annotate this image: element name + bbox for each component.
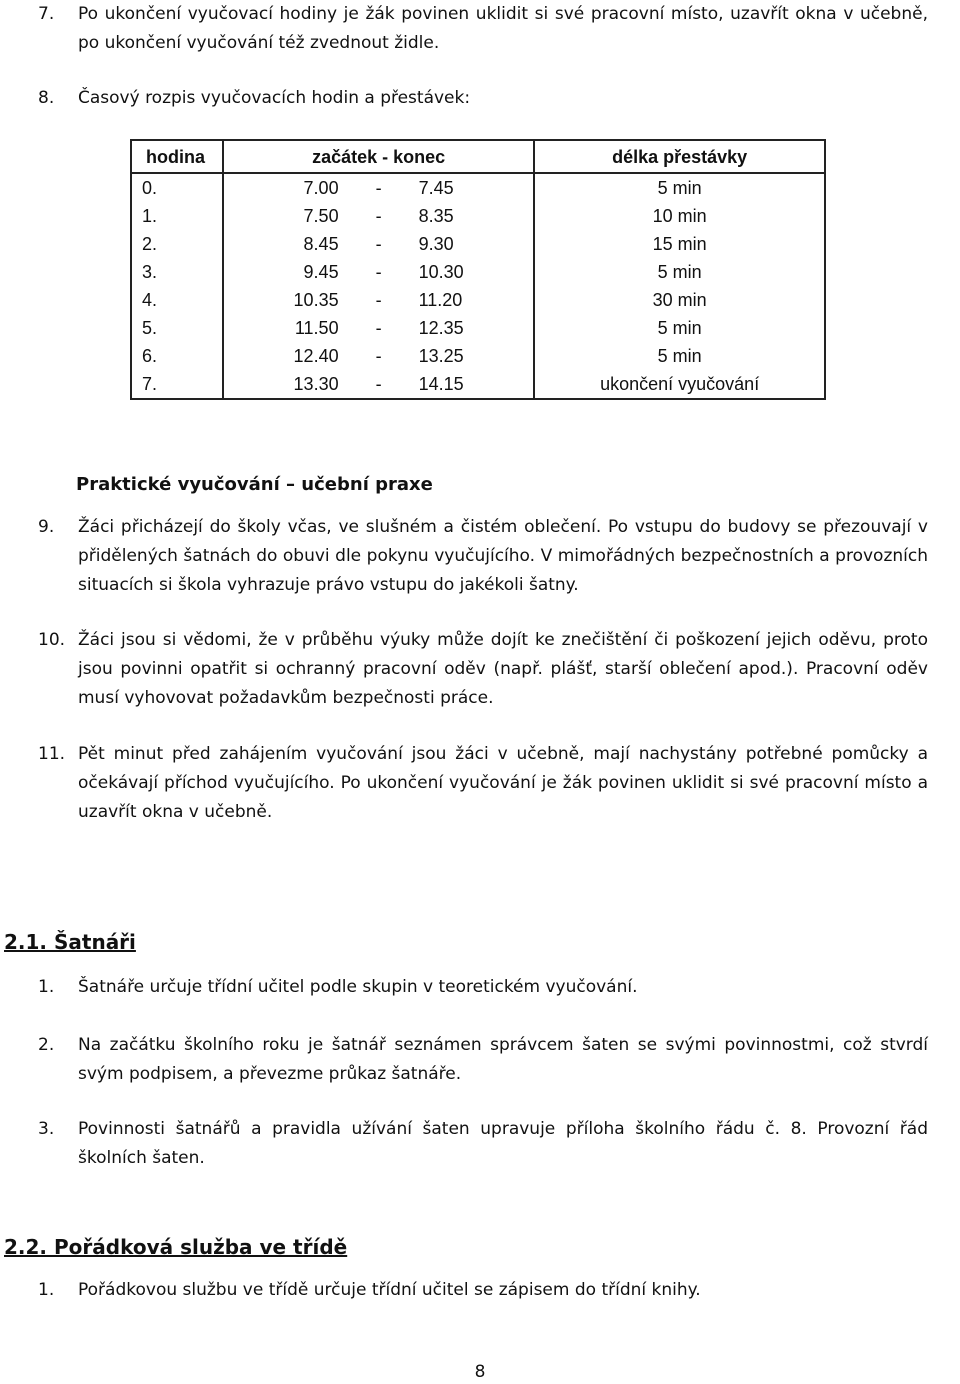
- hour-cell: 7.: [131, 370, 223, 399]
- time-cell: [223, 258, 534, 286]
- table-header-row: [131, 140, 825, 173]
- table-row: [131, 342, 825, 370]
- item-number: 7.: [38, 4, 55, 24]
- time-dash: -: [375, 374, 382, 394]
- time-cell: [223, 202, 534, 230]
- time-cell: [223, 230, 534, 258]
- item-number: 1.: [38, 1280, 55, 1300]
- time-cell: [223, 173, 534, 202]
- end-time: 9.30: [418, 234, 454, 254]
- item-number: 3.: [38, 1119, 55, 1139]
- break-cell: 30 min: [534, 286, 825, 314]
- start-time: 8.45: [303, 234, 339, 254]
- end-time: 8.35: [418, 206, 454, 226]
- start-time: 11.50: [294, 318, 339, 338]
- item-number: 10.: [38, 630, 66, 650]
- end-time: 10.30: [418, 262, 464, 282]
- list-item-11: [38, 740, 928, 827]
- start-time: 7.50: [303, 206, 339, 226]
- break-cell: 5 min: [534, 173, 825, 202]
- item-number: 8.: [38, 88, 55, 108]
- item-text: Po ukončení vyučovací hodiny je žák povinen uklidit si své pracovní místo, uzavřít okna v učebně, po ukončení vyučování též zvednout židle.: [78, 4, 928, 53]
- list-item: [38, 973, 928, 1002]
- time-dash: -: [375, 346, 382, 366]
- hour-cell: 4.: [131, 286, 223, 314]
- table-row: [131, 370, 825, 399]
- item-text: Časový rozpis vyučovacích hodin a přestávek:: [78, 88, 471, 108]
- time-cell: [223, 342, 534, 370]
- break-cell: 5 min: [534, 342, 825, 370]
- end-time: 14.15: [418, 374, 464, 394]
- schedule-table: [130, 139, 826, 400]
- column-header-hour: hodina: [131, 140, 223, 173]
- item-text: Pořádkovou službu ve třídě určuje třídní učitel se zápisem do třídní knihy.: [78, 1280, 701, 1300]
- break-cell: 15 min: [534, 230, 825, 258]
- start-time: 9.45: [303, 262, 339, 282]
- time-dash: -: [375, 234, 382, 254]
- start-time: 10.35: [293, 290, 339, 310]
- table-row: [131, 286, 825, 314]
- end-time: 7.45: [418, 178, 454, 198]
- time-dash: -: [375, 178, 382, 198]
- break-cell: 10 min: [534, 202, 825, 230]
- time-cell: [223, 286, 534, 314]
- item-number: 2.: [38, 1035, 55, 1055]
- break-cell: 5 min: [534, 258, 825, 286]
- hour-cell: 0.: [131, 173, 223, 202]
- list-item-10: [38, 626, 928, 713]
- section-heading-practical: Praktické vyučování – učební praxe: [76, 474, 433, 495]
- table-row: [131, 314, 825, 342]
- start-time: 13.30: [293, 374, 339, 394]
- table-row: [131, 230, 825, 258]
- item-text: Šatnáře určuje třídní učitel podle skupin v teoretickém vyučování.: [78, 977, 638, 997]
- end-time: 11.20: [418, 290, 463, 310]
- list-item-7: [38, 0, 928, 58]
- end-time: 12.35: [418, 318, 464, 338]
- column-header-time: začátek - konec: [223, 140, 534, 173]
- item-text: Povinnosti šatnářů a pravidla užívání šaten upravuje příloha školního řádu č. 8. Provozní řád školních šaten.: [78, 1119, 928, 1168]
- time-dash: -: [375, 290, 382, 310]
- list-item: [38, 1276, 928, 1305]
- start-time: 12.40: [293, 346, 339, 366]
- item-text: Žáci jsou si vědomi, že v průběhu výuky může dojít ke znečištění či poškození jejich oděvu, proto jsou povinni opatřit si ochranný pracovní oděv (např. plášť, starší oblečení apod.). Pracovní oděv musí vyhovovat požadavkům bezpečnosti práce.: [78, 630, 928, 708]
- time-cell: [223, 314, 534, 342]
- hour-cell: 5.: [131, 314, 223, 342]
- list-item: [38, 1031, 928, 1089]
- table-row: [131, 173, 825, 202]
- list-item-8: [38, 84, 928, 113]
- item-number: 1.: [38, 977, 55, 997]
- end-time: 13.25: [418, 346, 464, 366]
- item-number: 11.: [38, 744, 66, 764]
- hour-cell: 3.: [131, 258, 223, 286]
- item-number: 9.: [38, 517, 55, 537]
- hour-cell: 6.: [131, 342, 223, 370]
- time-dash: -: [375, 206, 382, 226]
- hour-cell: 2.: [131, 230, 223, 258]
- time-cell: [223, 370, 534, 399]
- page-number: 8: [474, 1362, 486, 1382]
- hour-cell: 1.: [131, 202, 223, 230]
- time-dash: -: [375, 262, 382, 282]
- item-text: Pět minut před zahájením vyučování jsou žáci v učebně, mají nachystány potřebné pomůcky a očekávají příchod vyučujícího. Po ukončení vyučování je žák povinen uklidit si své pracovní místo a uzavřít okna v učebně.: [78, 744, 928, 822]
- break-cell: ukončení vyučování: [534, 370, 825, 399]
- break-cell: 5 min: [534, 314, 825, 342]
- item-text: Na začátku školního roku je šatnář seznámen správcem šaten se svými povinnostmi, což stvrdí svým podpisem, a převezme průkaz šatnáře.: [78, 1035, 928, 1084]
- table-row: [131, 202, 825, 230]
- item-text: Žáci přicházejí do školy včas, ve slušném a čistém oblečení. Po vstupu do budovy se přezouvají v přidělených šatnách do obuvi dle pokynu vyučujícího. V mimořádných bezpečnostních a provozních situacích si škola vyhrazuje právo vstupu do jakékoli šatny.: [78, 517, 928, 595]
- column-header-break: délka přestávky: [534, 140, 825, 173]
- table-row: [131, 258, 825, 286]
- list-item-9: [38, 513, 928, 600]
- chapter-heading-2-1: 2.1. Šatnáři: [4, 930, 136, 954]
- list-item: [38, 1115, 928, 1173]
- start-time: 7.00: [303, 178, 339, 198]
- chapter-heading-2-2: 2.2. Pořádková služba ve třídě: [4, 1235, 348, 1259]
- time-dash: -: [375, 318, 382, 338]
